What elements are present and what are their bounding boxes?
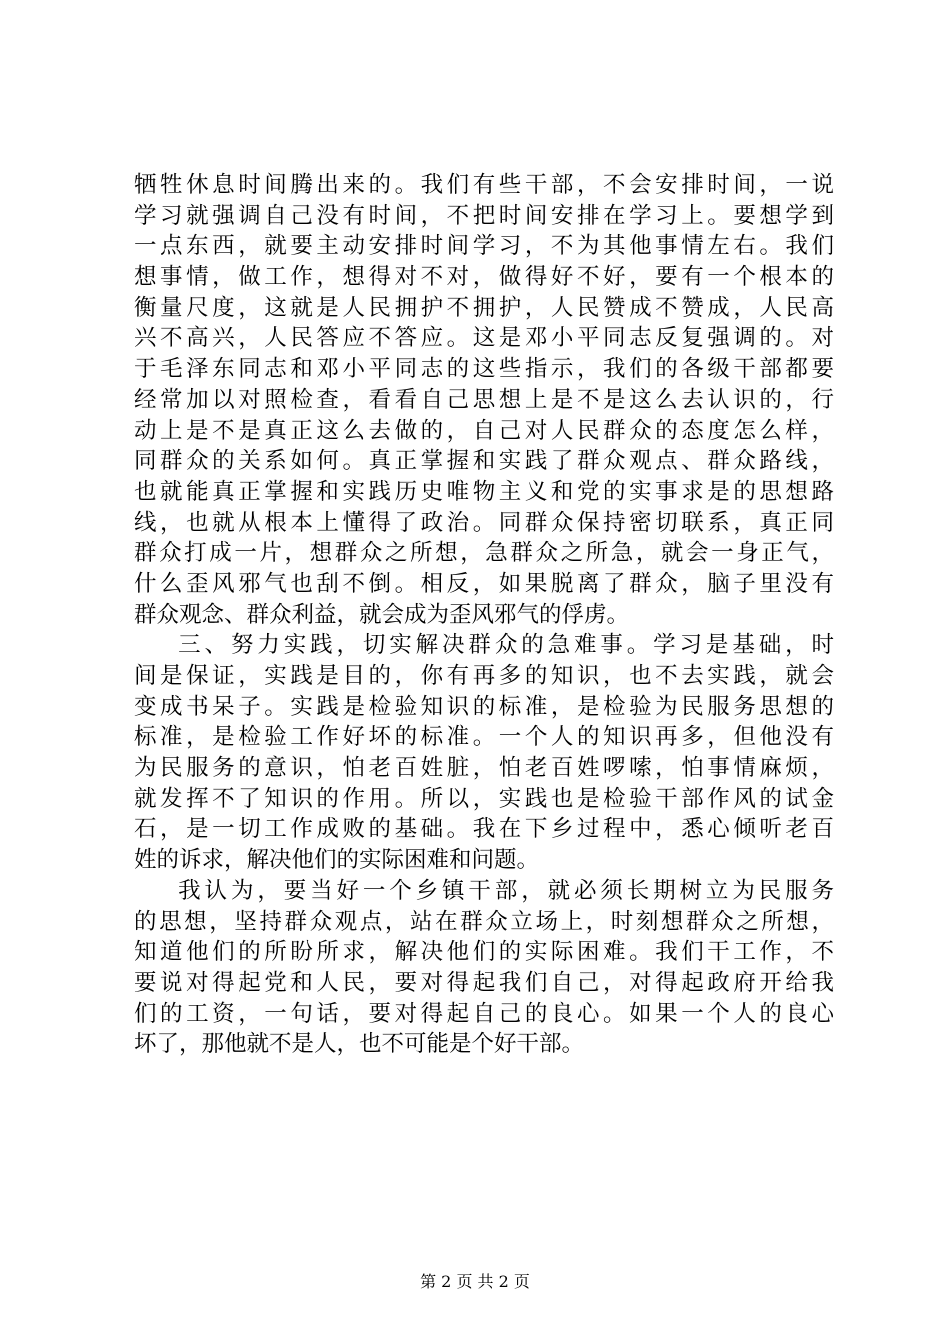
- text-line: 三、努力实践，切实解决群众的急难事。学习是基础，时: [134, 632, 834, 659]
- text-line: 变成书呆子。实践是检验知识的标准，是检验为民服务思想的: [134, 693, 834, 720]
- text-line: 动上是不是真正这么去做的，自己对人民群众的态度怎么样，: [134, 417, 834, 444]
- text-line: 要说对得起党和人民，要对得起我们自己，对得起政府开给我: [134, 969, 834, 996]
- text-line: 标准，是检验工作好坏的标准。一个人的知识再多，但他没有: [134, 724, 834, 751]
- text-line: 姓的诉求，解决他们的实际困难和问题。: [134, 847, 540, 874]
- page-body: [134, 170, 834, 1060]
- text-line: 学习就强调自己没有时间，不把时间安排在学习上。要想学到: [134, 202, 834, 229]
- text-line: 衡量尺度，这就是人民拥护不拥护，人民赞成不赞成，人民高: [134, 294, 834, 321]
- text-line: 群众打成一片，想群众之所想，急群众之所急，就会一身正气，: [134, 540, 834, 567]
- text-line: 同群众的关系如何。真正掌握和实践了群众观点、群众路线，: [134, 448, 834, 475]
- text-line: 想事情，做工作，想得对不对，做得好不好，要有一个根本的: [134, 264, 834, 291]
- text-line: 经常加以对照检查，看看自己思想上是不是这么去认识的，行: [134, 386, 834, 413]
- text-line: 间是保证，实践是目的，你有再多的知识，也不去实践，就会: [134, 663, 834, 689]
- paragraph-3: [134, 876, 834, 1060]
- text-line: 什么歪风邪气也刮不倒。相反，如果脱离了群众，脑子里没有: [134, 570, 834, 597]
- paragraph-2: [134, 630, 834, 876]
- text-line: 们的工资，一句话，要对得起自己的良心。如果一个人的良心: [134, 1000, 834, 1027]
- text-line: 的思想，坚持群众观点，站在群众立场上，时刻想群众之所想，: [134, 908, 834, 935]
- text-line: 我认为，要当好一个乡镇干部，就必须长期树立为民服务: [134, 877, 834, 904]
- page-number: 第 2 页 共 2 页: [420, 1272, 530, 1291]
- text-line: 牺牲休息时间腾出来的。我们有些干部，不会安排时间，一说: [134, 172, 834, 198]
- text-line: 群众观念、群众利益，就会成为歪风邪气的俘虏。: [134, 601, 630, 628]
- text-line: 石，是一切工作成败的基础。我在下乡过程中，悉心倾听老百: [134, 816, 834, 843]
- text-line: 线，也就从根本上懂得了政治。同群众保持密切联系，真正同: [134, 509, 834, 536]
- text-line: 兴不高兴，人民答应不答应。这是邓小平同志反复强调的。对: [134, 325, 834, 352]
- text-line: 也就能真正掌握和实践历史唯物主义和党的实事求是的思想路: [134, 478, 834, 505]
- text-line: 知道他们的所盼所求，解决他们的实际困难。我们干工作，不: [134, 939, 834, 966]
- text-line: 于毛泽东同志和邓小平同志的这些指示，我们的各级干部都要: [134, 356, 834, 383]
- text-line: 一点东西，就要主动安排时间学习，不为其他事情左右。我们: [134, 233, 834, 260]
- text-line: 就发挥不了知识的作用。所以，实践也是检验干部作风的试金: [134, 785, 834, 812]
- text-line: 坏了，那他就不是人，也不可能是个好干部。: [134, 1031, 585, 1058]
- text-line: 为民服务的意识，怕老百姓脏，怕老百姓啰嗦，怕事情麻烦，: [134, 755, 834, 782]
- paragraph-1: [134, 170, 834, 630]
